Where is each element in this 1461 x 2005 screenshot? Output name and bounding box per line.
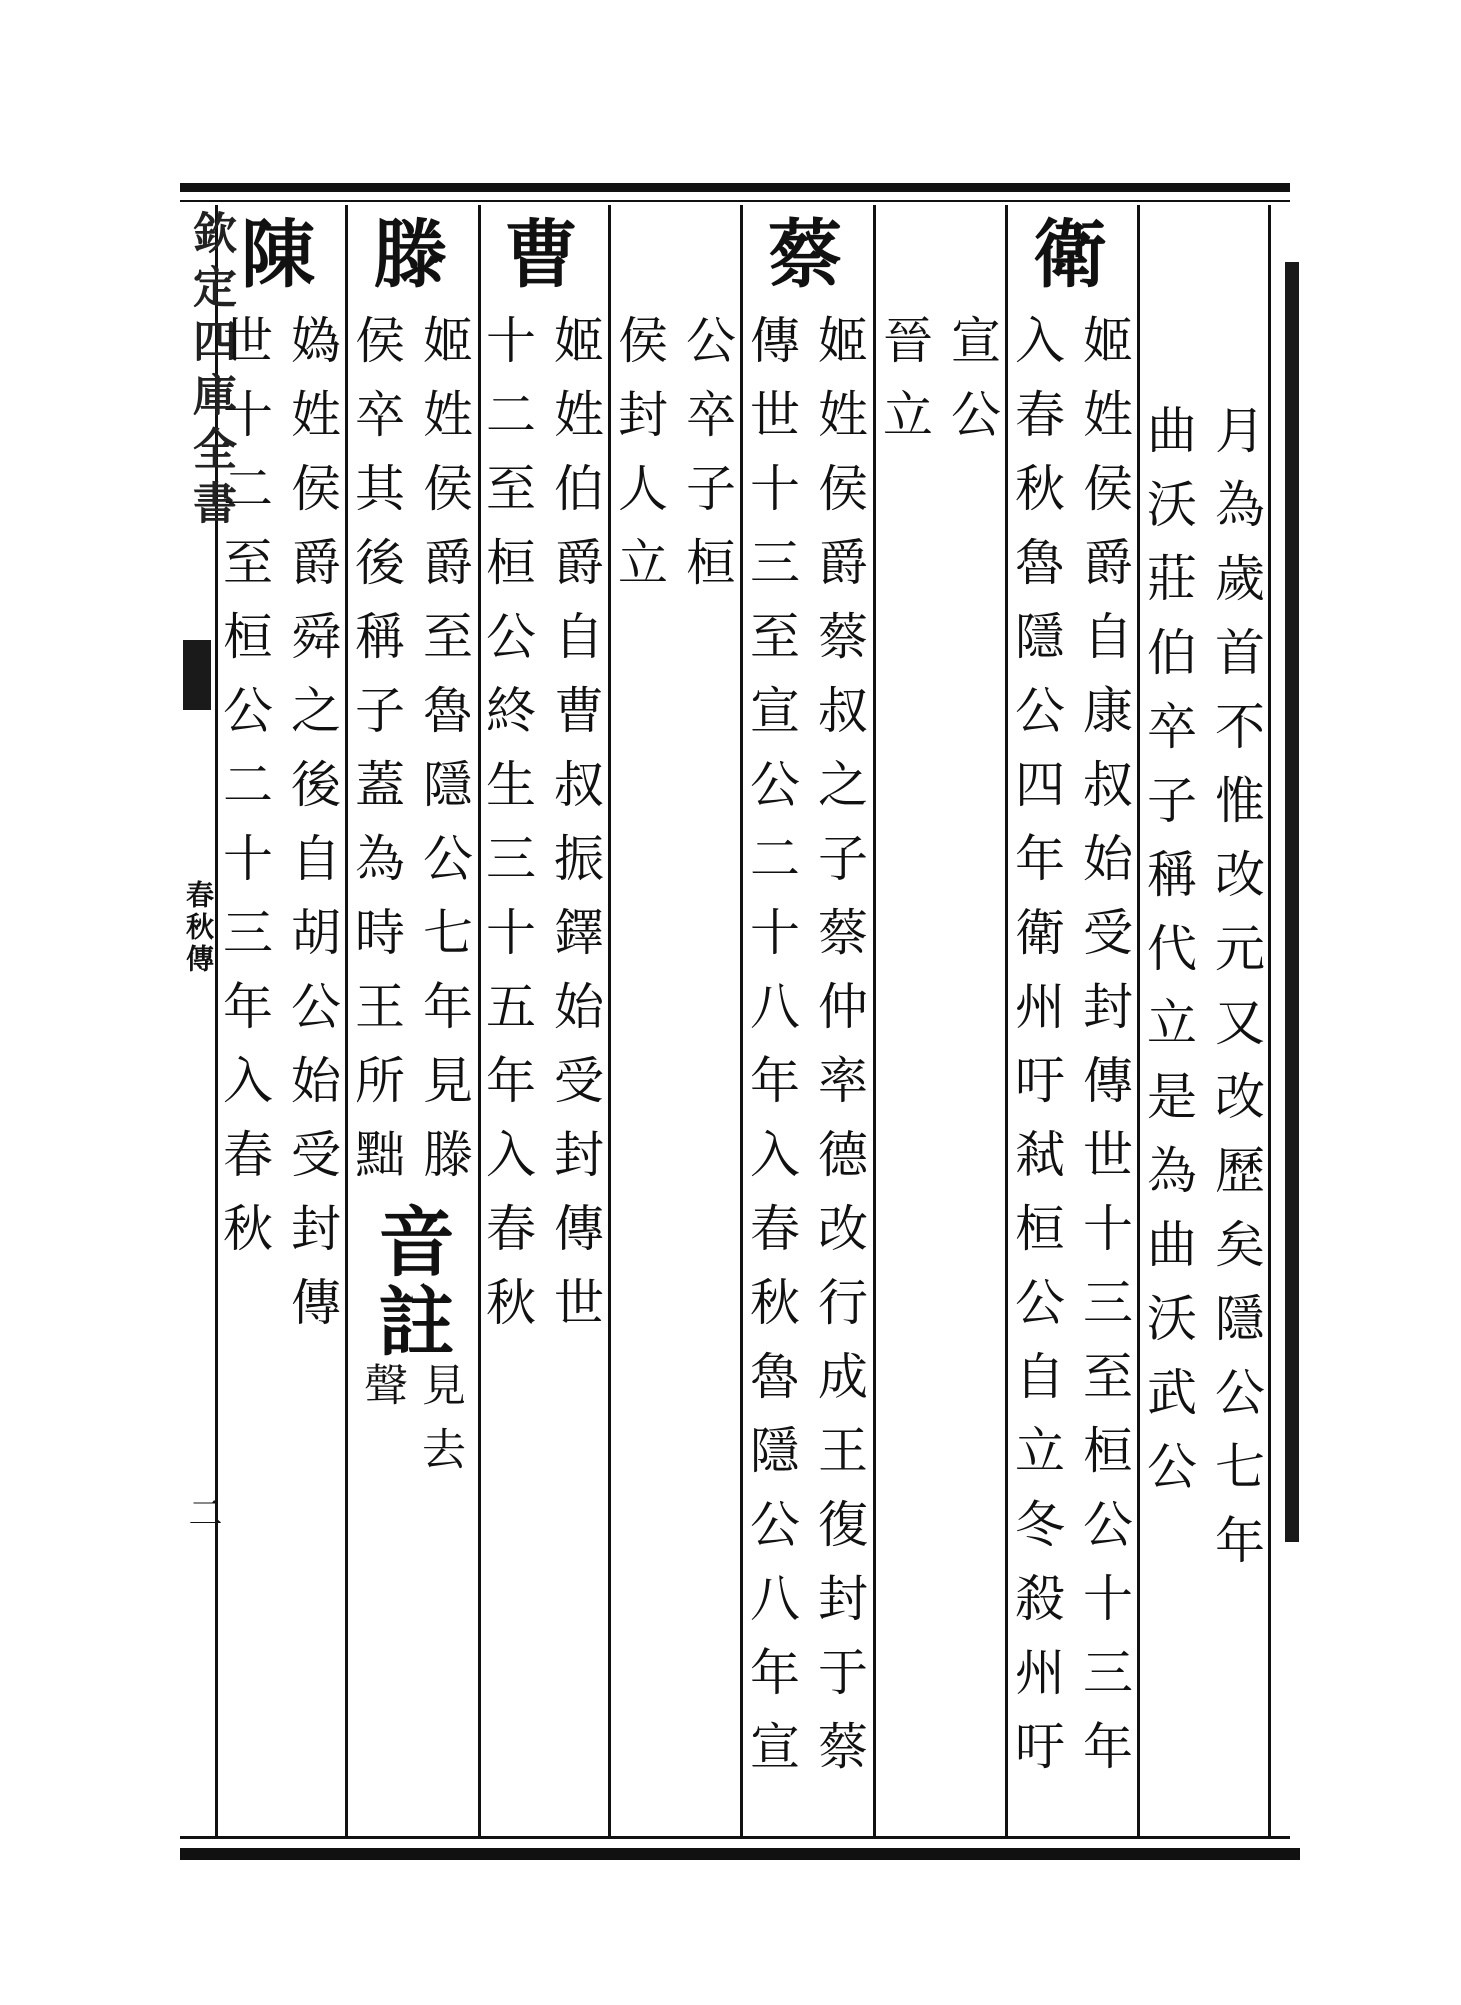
top-border-thick xyxy=(180,183,1290,192)
text-line: 入春秋魯隱公四年衛州吁弒桓公自立冬殺州吁 xyxy=(1007,314,1065,1794)
text-line: 姬姓侯爵自康叔始受封傳世十三至桓公十三年 xyxy=(1075,314,1133,1794)
text-line: 公卒子桓 xyxy=(678,314,736,610)
text-column-wei-cont xyxy=(876,206,1004,462)
book-subtitle: 春秋傳 xyxy=(182,880,215,976)
state-entry-cai xyxy=(743,206,871,1794)
text-line: 侯卒其後稱子蓋為時王所黜 xyxy=(347,314,405,1202)
text-line: 晉立 xyxy=(875,314,933,462)
fishtail-mark xyxy=(183,640,211,710)
top-border-thin xyxy=(180,200,1290,202)
text-line: 曲沃莊伯卒子稱代立是為曲沃武公 xyxy=(1139,404,1197,1514)
bottom-border-thick xyxy=(180,1848,1300,1860)
state-entry-cao xyxy=(478,206,607,1350)
state-heading: 陳 xyxy=(241,212,315,298)
book-title: 欽定四庫全書 xyxy=(185,210,236,534)
column-divider xyxy=(1268,205,1271,1837)
page-number: 二 xyxy=(182,1495,222,1529)
state-entry-chen xyxy=(215,206,344,1350)
text-column-cai-cont xyxy=(611,206,739,610)
state-heading: 滕 xyxy=(373,212,447,298)
text-line: 十二至桓公終生三十五年入春秋 xyxy=(478,314,536,1350)
text-line: 姬姓侯爵蔡叔之子蔡仲率德改行成王復封于蔡 xyxy=(810,314,868,1794)
state-entry-wei xyxy=(1008,206,1136,1794)
text-line: 宣公 xyxy=(943,314,1001,462)
text-line: 侯封人立 xyxy=(610,314,668,610)
phonetic-note-label: 音註 xyxy=(366,1202,455,1362)
text-line: 姬姓侯爵至魯隱公七年見滕 xyxy=(415,314,473,1202)
text-line: 姬姓伯爵自曹叔振鐸始受封傳世 xyxy=(546,314,604,1350)
state-heading: 曹 xyxy=(504,212,578,298)
right-edge-bar xyxy=(1285,262,1299,1542)
text-line: 傳世十三至宣公二十八年入春秋魯隱公八年宣 xyxy=(742,314,800,1794)
state-heading: 蔡 xyxy=(768,212,842,298)
note-line: 見去 xyxy=(414,1362,465,1490)
text-line: 世十二至桓公二十三年入春秋 xyxy=(215,314,273,1276)
state-entry-teng xyxy=(348,206,476,1490)
text-line: 月為歲首不惟改元又改歷矣隱公七年 xyxy=(1207,404,1265,1588)
note-line: 聲 xyxy=(356,1362,407,1426)
state-heading: 衛 xyxy=(1033,212,1107,298)
text-column-continuation xyxy=(1140,206,1268,1588)
text-line: 媯姓侯爵舜之後自胡公始受封傳 xyxy=(283,314,341,1350)
